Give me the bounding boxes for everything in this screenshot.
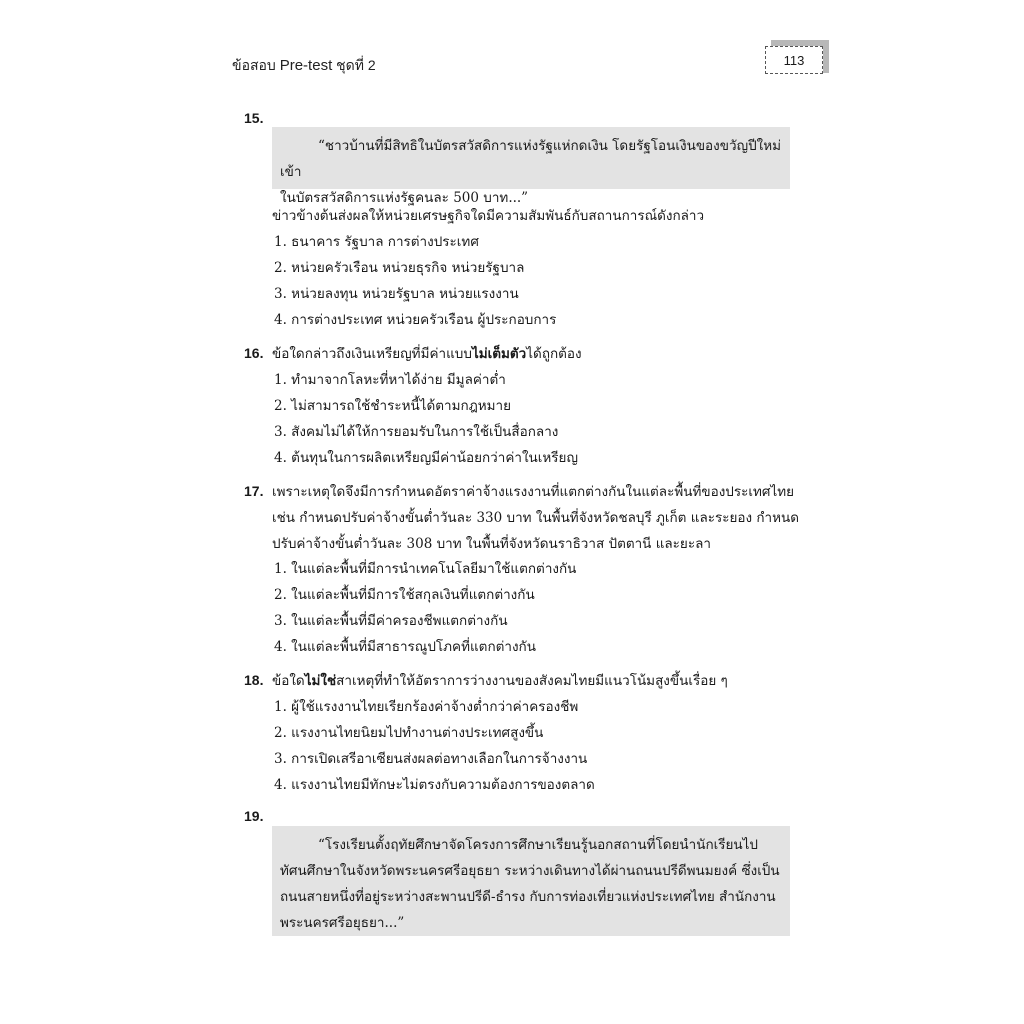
question-18-stem-post: สาเหตุที่ทำให้อัตราการว่างงานของสังคมไทยมีแนวโน้มสูงขึ้นเรื่อย ๆ [336,673,728,689]
question-17-option-3: 3. ในแต่ละพื้นที่มีค่าครองชีพแตกต่างกัน [274,613,508,629]
header-title-prefix: ข้อสอบ [232,57,276,73]
question-17-option-2: 2. ในแต่ละพื้นที่มีการใช้สกุลเงินที่แตกต่างกัน [274,587,535,603]
question-16-option-4: 4. ต้นทุนในการผลิตเหรียญมีค่าน้อยกว่าค่าในเหรียญ [274,450,578,466]
header-title-en: Pre-test [279,57,333,74]
question-18-option-4: 4. แรงงานไทยมีทักษะไม่ตรงกับความต้องการของตลาด [274,777,595,793]
question-18-stem [244,669,728,691]
question-17-stem-line1-row [244,480,794,502]
question-19-quote-line3: ถนนสายหนึ่งที่อยู่ระหว่างสะพานปรีดี-ธำรง กับการท่องเที่ยวแห่งประเทศไทย สำนักงาน [280,889,776,905]
question-16-number: 16. [244,345,264,361]
question-18-stem-bold: ไม่ใช่ [304,673,337,689]
question-16-option-3: 3. สังคมไม่ได้ให้การยอมรับในการใช้เป็นสื่อกลาง [274,424,559,440]
page-number: 113 [783,52,805,68]
question-19-quote-line1: “โรงเรียนตั้งฤทัยศึกษาจัดโครงการศึกษาเรียนรู้นอกสถานที่โดยนำนักเรียนไป [318,837,758,853]
question-16-option-1: 1. ทำมาจากโลหะที่หาได้ง่าย มีมูลค่าต่ำ [274,372,506,388]
question-15-stem: ข่าวข้างต้นส่งผลให้หน่วยเศรษฐกิจใดมีความสัมพันธ์กับสถานการณ์ดังกล่าว [272,208,705,224]
question-17-option-4: 4. ในแต่ละพื้นที่มีสาธารณูปโภคที่แตกต่างกัน [274,639,536,655]
question-17-option-1: 1. ในแต่ละพื้นที่มีการนำเทคโนโลยีมาใช้แตกต่างกัน [274,561,577,577]
question-15-option-4: 4. การต่างประเทศ หน่วยครัวเรือน ผู้ประกอบการ [274,312,557,328]
question-15-option-1: 1. ธนาคาร รัฐบาล การต่างประเทศ [274,234,479,250]
question-15-number: 15. [244,110,264,126]
question-15-option-3: 3. หน่วยลงทุน หน่วยรัฐบาล หน่วยแรงงาน [274,286,519,302]
question-16-stem [244,342,582,364]
question-19-quote-line2: ทัศนศึกษาในจังหวัดพระนครศรีอยุธยา ระหว่างเดินทางได้ผ่านถนนปรีดีพนมยงค์ ซึ่งเป็น [280,863,780,879]
question-19-quote [272,826,790,936]
question-18-number: 18. [244,672,264,688]
question-17-number: 17. [244,483,264,499]
page-header-title [232,55,376,77]
question-16-stem-post: ได้ถูกต้อง [526,346,582,362]
question-16-option-2: 2. ไม่สามารถใช้ชำระหนี้ได้ตามกฎหมาย [274,398,512,414]
question-15-quote-line2: ในบัตรสวัสดิการแห่งรัฐคนละ 500 บาท...” [280,190,529,206]
question-17-stem-line2: เช่น กำหนดปรับค่าจ้างขั้นต่ำวันละ 330 บาท ในพื้นที่จังหวัดชลบุรี ภูเก็ต และระยอง กำหนด [272,510,800,526]
question-18-option-1: 1. ผู้ใช้แรงงานไทยเรียกร้องค่าจ้างต่ำกว่าค่าครองชีพ [274,699,579,715]
question-17-stem-line1: เพราะเหตุใดจึงมีการกำหนดอัตราค่าจ้างแรงงานที่แตกต่างกันในแต่ละพื้นที่ของประเทศไทย [272,484,795,500]
question-18-stem-pre: ข้อใด [272,673,305,689]
question-17-stem-line3: ปรับค่าจ้างขั้นต่ำวันละ 308 บาท ในพื้นที่จังหวัดนราธิวาส ปัตตานี และยะลา [272,536,711,552]
question-19-number: 19. [244,808,264,824]
question-15-quote-line1: “ชาวบ้านที่มีสิทธิในบัตรสวัสดิการแห่งรัฐแห่กดเงิน โดยรัฐโอนเงินของขวัญปีใหม่เข้า [280,138,782,180]
question-16-stem-pre: ข้อใดกล่าวถึงเงินเหรียญที่มีค่าแบบ [272,346,472,362]
question-18-option-3: 3. การเปิดเสรีอาเซียนส่งผลต่อทางเลือกในการจ้างงาน [274,751,588,767]
question-18-option-2: 2. แรงงานไทยนิยมไปทำงานต่างประเทศสูงขึ้น [274,725,544,741]
question-15-option-2: 2. หน่วยครัวเรือน หน่วยธุรกิจ หน่วยรัฐบาล [274,260,525,276]
question-19-quote-line4: พระนครศรีอยุธยา...” [280,915,405,931]
page-number-box [765,46,823,74]
header-title-suffix: ชุดที่ 2 [336,57,376,73]
question-16-stem-bold: ไม่เต็มตัว [471,346,527,362]
question-15-quote [272,127,790,206]
